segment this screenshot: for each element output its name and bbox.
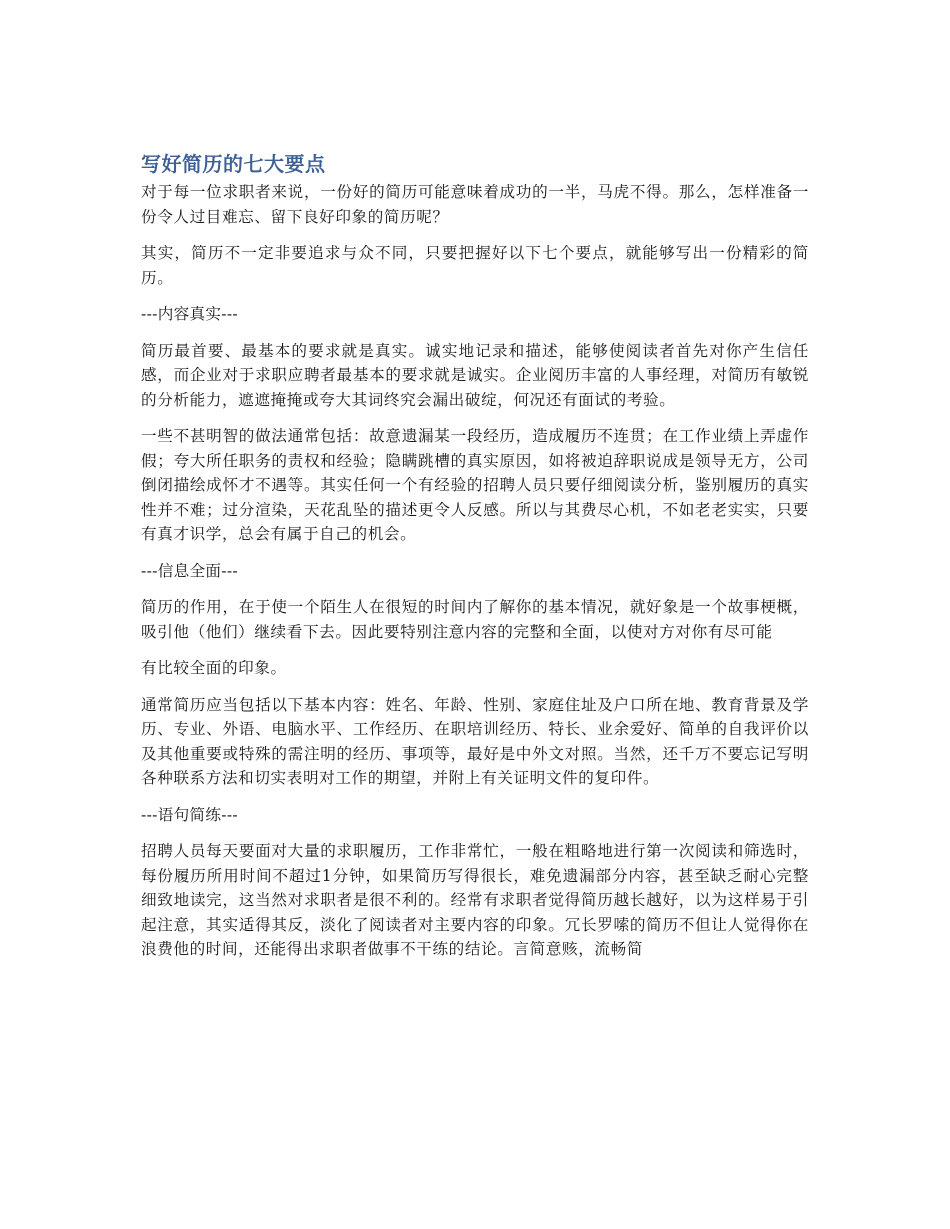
section-divider: ---内容真实--- (141, 305, 238, 323)
paragraph: 通常简历应当包括以下基本内容：姓名、年龄、性别、家庭住址及户口所在地、教育背景及学历、专业、外语、电脑水平、工作经历、在职培训经历、特长、业余爱好、简单的自我评价以及其他重要或特殊的需注明的经历、事项等，最好是中外文对照。当然，还千万不要忘记写明各种联系方法和切实表明对工作的期望，并附上有关证明文件的复印件。 (141, 695, 809, 787)
document-title: 写好简历的七大要点 (141, 152, 326, 176)
paragraph: 有比较全面的印象。 (141, 659, 287, 677)
paragraph: 一些不甚明智的做法通常包括：故意遗漏某一段经历，造成履历不连贯；在工作业绩上弄虚作假；夸大所任职务的责权和经验；隐瞒跳槽的真实原因，如将被迫辞职说成是领导无方，公司倒闭描绘成怀才不遇等。其实任何一个有经验的招聘人员只要仔细阅读分析，鉴别履历的真实性并不难；过分渲染，天花乱坠的描述更令人反感。所以与其费尽心机，不如老老实实，只要有真才识学，总会有属于自己的机会。 (141, 427, 809, 543)
paragraph: 其实，简历不一定非要追求与众不同，只要把握好以下七个要点，就能够写出一份精彩的简历。 (141, 244, 809, 287)
paragraph: 简历的作用，在于使一个陌生人在很短的时间内了解你的基本情况，就好象是一个故事梗概，吸引他（他们）继续看下去。因此要特别注意内容的完整和全面，以使对方对你有尽可能 (141, 598, 809, 641)
document-body (141, 150, 809, 974)
section-divider: ---信息全面--- (141, 561, 238, 580)
paragraph: 简历最首要、最基本的要求就是真实。诚实地记录和描述，能够使阅读者首先对你产生信任感，而企业对于求职应聘者最基本的要求就是诚实。企业阅历丰富的人事经理，对简历有敏锐的分析能力，遮遮掩掩或夸大其词终究会漏出破绽，何况还有面试的考验。 (141, 341, 809, 409)
section-divider: ---语句简练--- (141, 805, 238, 824)
paragraph: 招聘人员每天要面对大量的求职履历，工作非常忙，一般在粗略地进行第一次阅读和筛选时，每份履历所用时间不超过1分钟，如果简历写得很长，难免遗漏部分内容，甚至缺乏耐心完整细致地读完，这当然对求职者是很不利的。经常有求职者觉得简历越长越好，以为这样易于引起注意，其实适得其反，淡化了阅读者对主要内容的印象。冗长罗嗦的简历不但让人觉得你在浪费他的时间，还能得出求职者做事不干练的结论。言简意赅，流畅简 (141, 842, 809, 958)
paragraph: 对于每一位求职者来说，一份好的简历可能意味着成功的一半，马虎不得。那么，怎样准备一份令人过目难忘、留下良好印象的简历呢？ (141, 183, 809, 226)
